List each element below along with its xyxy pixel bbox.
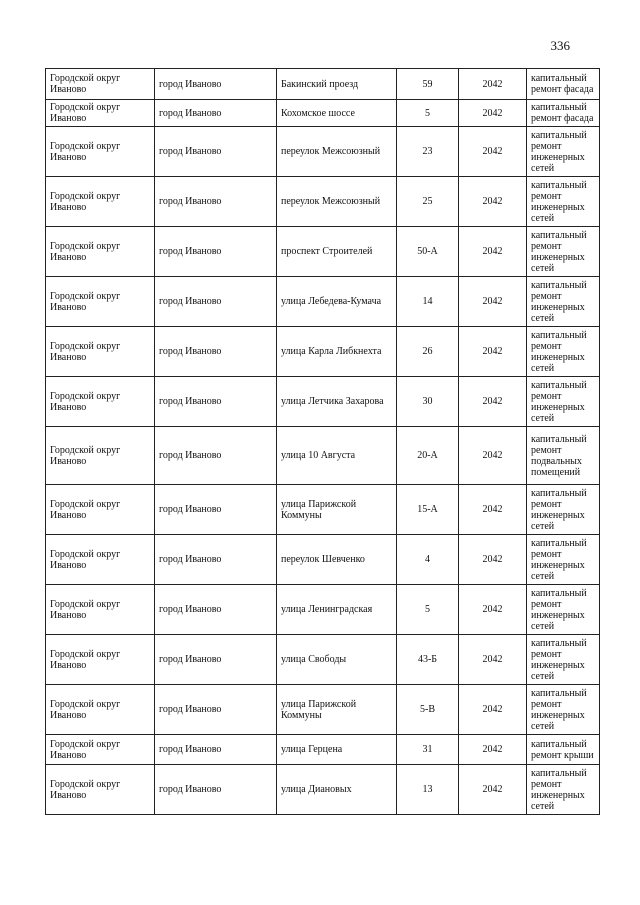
work-type-cell: капитальный ремонт инженерных сетей bbox=[527, 277, 600, 327]
table-row bbox=[46, 227, 600, 277]
house-cell: 4 bbox=[397, 535, 459, 585]
work-type-cell: капитальный ремонт фасада bbox=[527, 69, 600, 100]
work-type-cell: капитальный ремонт крыши bbox=[527, 735, 600, 765]
street-cell: улица Герцена bbox=[277, 735, 397, 765]
city-cell: город Иваново bbox=[155, 377, 277, 427]
city-cell: город Иваново bbox=[155, 277, 277, 327]
table-row bbox=[46, 127, 600, 177]
year-cell: 2042 bbox=[459, 127, 527, 177]
okrug-cell: Городской округ Иваново bbox=[46, 735, 155, 765]
table-row bbox=[46, 100, 600, 127]
street-cell: улица Парижской Коммуны bbox=[277, 685, 397, 735]
table-row bbox=[46, 635, 600, 685]
year-cell: 2042 bbox=[459, 100, 527, 127]
house-cell: 23 bbox=[397, 127, 459, 177]
house-cell: 5 bbox=[397, 100, 459, 127]
street-cell: переулок Межсоюзный bbox=[277, 177, 397, 227]
street-cell: переулок Шевченко bbox=[277, 535, 397, 585]
street-cell: Кохомское шоссе bbox=[277, 100, 397, 127]
street-cell: переулок Межсоюзный bbox=[277, 127, 397, 177]
house-cell: 13 bbox=[397, 765, 459, 815]
work-type-cell: капитальный ремонт инженерных сетей bbox=[527, 765, 600, 815]
city-cell: город Иваново bbox=[155, 685, 277, 735]
house-cell: 5-В bbox=[397, 685, 459, 735]
table-row bbox=[46, 427, 600, 485]
year-cell: 2042 bbox=[459, 227, 527, 277]
work-type-cell: капитальный ремонт инженерных сетей bbox=[527, 177, 600, 227]
street-cell: улица Ленинградская bbox=[277, 585, 397, 635]
year-cell: 2042 bbox=[459, 535, 527, 585]
city-cell: город Иваново bbox=[155, 100, 277, 127]
city-cell: город Иваново bbox=[155, 485, 277, 535]
year-cell: 2042 bbox=[459, 377, 527, 427]
house-cell: 20-А bbox=[397, 427, 459, 485]
okrug-cell: Городской округ Иваново bbox=[46, 427, 155, 485]
table-row bbox=[46, 377, 600, 427]
work-type-cell: капитальный ремонт инженерных сетей bbox=[527, 535, 600, 585]
street-cell: улица Парижской Коммуны bbox=[277, 485, 397, 535]
house-cell: 30 bbox=[397, 377, 459, 427]
work-type-cell: капитальный ремонт инженерных сетей bbox=[527, 127, 600, 177]
house-cell: 50-А bbox=[397, 227, 459, 277]
okrug-cell: Городской округ Иваново bbox=[46, 327, 155, 377]
street-cell: улица Летчика Захарова bbox=[277, 377, 397, 427]
okrug-cell: Городской округ Иваново bbox=[46, 485, 155, 535]
work-type-cell: капитальный ремонт инженерных сетей bbox=[527, 377, 600, 427]
city-cell: город Иваново bbox=[155, 327, 277, 377]
house-cell: 5 bbox=[397, 585, 459, 635]
okrug-cell: Городской округ Иваново bbox=[46, 635, 155, 685]
year-cell: 2042 bbox=[459, 177, 527, 227]
okrug-cell: Городской округ Иваново bbox=[46, 377, 155, 427]
city-cell: город Иваново bbox=[155, 127, 277, 177]
table-row bbox=[46, 327, 600, 377]
city-cell: город Иваново bbox=[155, 177, 277, 227]
year-cell: 2042 bbox=[459, 735, 527, 765]
table-row bbox=[46, 685, 600, 735]
table-row bbox=[46, 735, 600, 765]
city-cell: город Иваново bbox=[155, 535, 277, 585]
city-cell: город Иваново bbox=[155, 635, 277, 685]
year-cell: 2042 bbox=[459, 585, 527, 635]
street-cell: улица Свободы bbox=[277, 635, 397, 685]
house-cell: 43-Б bbox=[397, 635, 459, 685]
year-cell: 2042 bbox=[459, 427, 527, 485]
table-row bbox=[46, 585, 600, 635]
work-type-cell: капитальный ремонт инженерных сетей bbox=[527, 585, 600, 635]
house-cell: 14 bbox=[397, 277, 459, 327]
work-type-cell: капитальный ремонт подвальных помещений bbox=[527, 427, 600, 485]
city-cell: город Иваново bbox=[155, 735, 277, 765]
okrug-cell: Городской округ Иваново bbox=[46, 100, 155, 127]
street-cell: улица Лебедева-Кумача bbox=[277, 277, 397, 327]
street-cell: улица 10 Августа bbox=[277, 427, 397, 485]
work-type-cell: капитальный ремонт инженерных сетей bbox=[527, 227, 600, 277]
page-number: 336 bbox=[550, 38, 570, 53]
repair-registry-table bbox=[45, 68, 600, 815]
table-row bbox=[46, 177, 600, 227]
street-cell: Бакинский проезд bbox=[277, 69, 397, 100]
okrug-cell: Городской округ Иваново bbox=[46, 127, 155, 177]
work-type-cell: капитальный ремонт фасада bbox=[527, 100, 600, 127]
year-cell: 2042 bbox=[459, 327, 527, 377]
city-cell: город Иваново bbox=[155, 227, 277, 277]
house-cell: 26 bbox=[397, 327, 459, 377]
street-cell: проспект Строителей bbox=[277, 227, 397, 277]
house-cell: 59 bbox=[397, 69, 459, 100]
okrug-cell: Городской округ Иваново bbox=[46, 227, 155, 277]
okrug-cell: Городской округ Иваново bbox=[46, 535, 155, 585]
work-type-cell: капитальный ремонт инженерных сетей bbox=[527, 485, 600, 535]
table-row bbox=[46, 485, 600, 535]
house-cell: 15-А bbox=[397, 485, 459, 535]
table-row bbox=[46, 69, 600, 100]
year-cell: 2042 bbox=[459, 685, 527, 735]
year-cell: 2042 bbox=[459, 69, 527, 100]
year-cell: 2042 bbox=[459, 635, 527, 685]
okrug-cell: Городской округ Иваново bbox=[46, 685, 155, 735]
street-cell: улица Диановых bbox=[277, 765, 397, 815]
street-cell: улица Карла Либкнехта bbox=[277, 327, 397, 377]
work-type-cell: капитальный ремонт инженерных сетей bbox=[527, 327, 600, 377]
year-cell: 2042 bbox=[459, 277, 527, 327]
year-cell: 2042 bbox=[459, 765, 527, 815]
city-cell: город Иваново bbox=[155, 585, 277, 635]
house-cell: 25 bbox=[397, 177, 459, 227]
work-type-cell: капитальный ремонт инженерных сетей bbox=[527, 635, 600, 685]
city-cell: город Иваново bbox=[155, 427, 277, 485]
table-row bbox=[46, 765, 600, 815]
work-type-cell: капитальный ремонт инженерных сетей bbox=[527, 685, 600, 735]
okrug-cell: Городской округ Иваново bbox=[46, 277, 155, 327]
okrug-cell: Городской округ Иваново bbox=[46, 585, 155, 635]
city-cell: город Иваново bbox=[155, 69, 277, 100]
table-row bbox=[46, 535, 600, 585]
house-cell: 31 bbox=[397, 735, 459, 765]
okrug-cell: Городской округ Иваново bbox=[46, 765, 155, 815]
okrug-cell: Городской округ Иваново bbox=[46, 177, 155, 227]
table-row bbox=[46, 277, 600, 327]
okrug-cell: Городской округ Иваново bbox=[46, 69, 155, 100]
year-cell: 2042 bbox=[459, 485, 527, 535]
city-cell: город Иваново bbox=[155, 765, 277, 815]
